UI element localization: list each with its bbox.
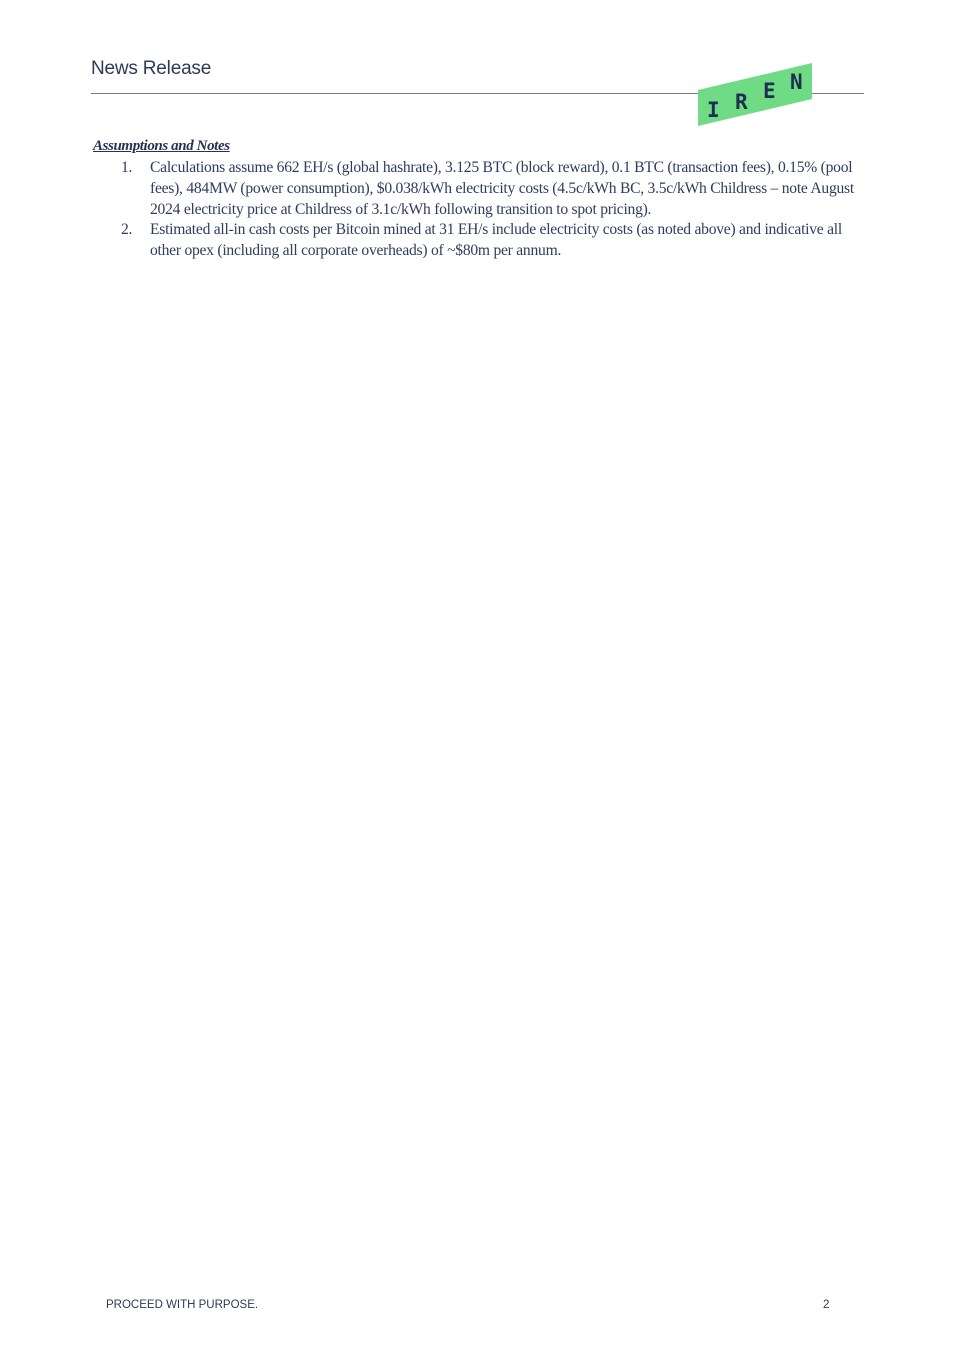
footer-tagline: PROCEED WITH PURPOSE.: [106, 1299, 259, 1311]
note-item: [93, 158, 868, 220]
notes-list: [93, 158, 868, 262]
note-text: Estimated all-in cash costs per Bitcoin mined at 31 EH/s include electricity costs (as noted above) and indicative all other opex (including all corporate overheads) of ~$80m per annum.: [150, 221, 842, 260]
iren-logo: [697, 62, 815, 128]
note-number: 2.: [121, 221, 133, 239]
page-header-title: News Release: [91, 58, 212, 79]
note-item: [93, 220, 868, 262]
logo-letter-e: E: [763, 79, 776, 103]
logo-letter-n: N: [790, 70, 803, 94]
logo-letter-i: I: [707, 98, 720, 122]
section-heading: Assumptions and Notes: [93, 138, 230, 154]
note-number: 1.: [121, 159, 133, 176]
logo-letter-r: R: [735, 90, 748, 114]
page-number: 2: [823, 1299, 830, 1311]
note-text: Calculations assume 662 EH/s (global hashrate), 3.125 BTC (block reward), 0.1 BTC (transaction fees), 0.15% (pool fees), 484MW (power consumption), $0.038/kWh electricity costs (4.5c/kWh BC, 3.5c/kWh Childress – note August 2024 electricity price at Childress of 3.1c/kWh following transition to spot pricing).: [150, 159, 854, 218]
